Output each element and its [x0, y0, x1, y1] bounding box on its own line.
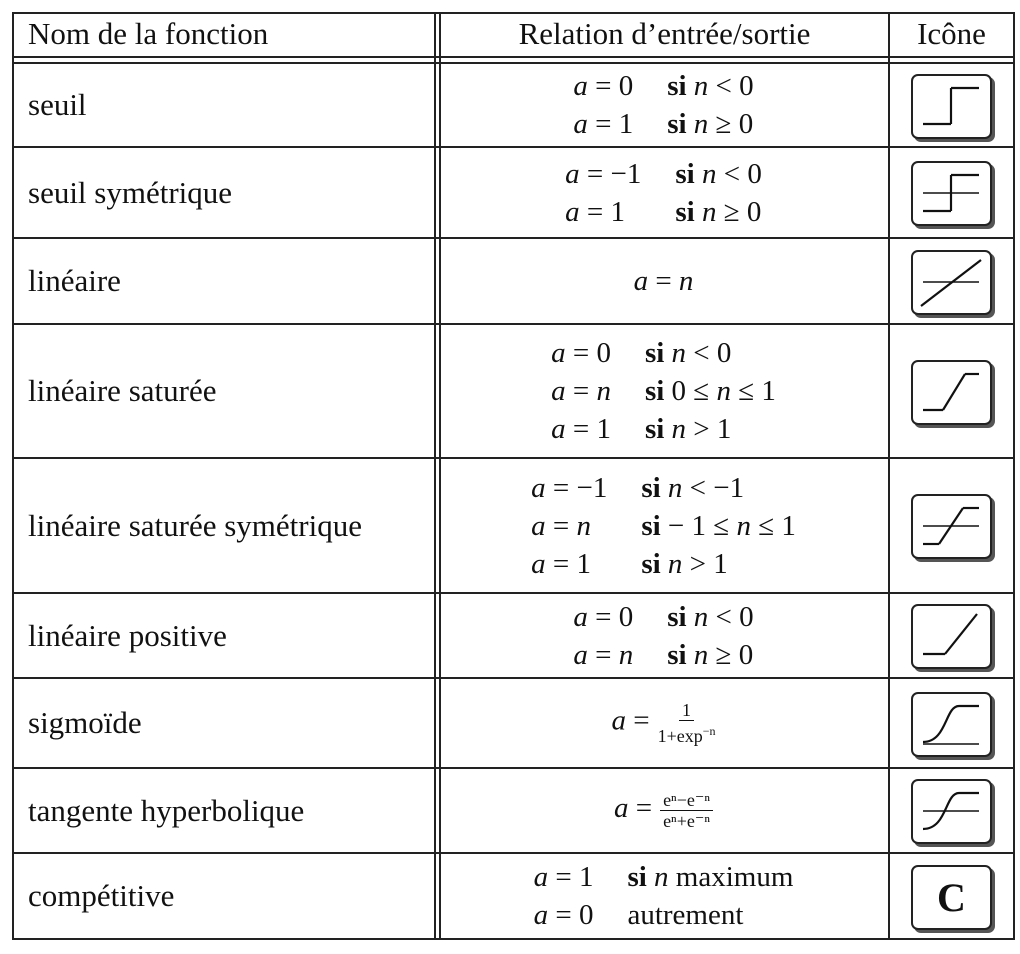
function-name: tangente hyperbolique	[28, 792, 305, 828]
relation-cases	[573, 599, 753, 673]
header-rule-1	[12, 56, 1015, 58]
relation-condition: si n < 0	[667, 70, 754, 102]
step-icon	[911, 74, 992, 139]
symmetric-step-icon	[911, 161, 992, 226]
header-function-name: Nom de la fonction	[28, 16, 269, 51]
relation-condition: si n ≥ 0	[667, 638, 754, 671]
function-name: linéaire	[28, 263, 121, 298]
relation-cases	[573, 68, 753, 142]
io-relation	[442, 594, 885, 677]
tanh-icon	[911, 779, 992, 844]
positive-linear-icon	[911, 604, 992, 669]
relation-condition: si n < 0	[675, 157, 762, 190]
relation-condition: autrement	[627, 899, 744, 931]
sigmoid-icon	[911, 692, 992, 757]
relation-cases	[534, 859, 794, 933]
fraction-numerator: 1	[679, 700, 694, 721]
function-name: linéaire positive	[28, 617, 227, 653]
formula-lhs: a =	[611, 704, 650, 737]
table-row	[12, 459, 1015, 592]
header-relation: Relation d’entrée/sortie	[518, 16, 811, 51]
function-name: linéaire saturée symétrique	[28, 507, 362, 543]
relation-output: a = n	[551, 375, 611, 407]
table-row	[12, 64, 1015, 146]
formula-fraction	[660, 790, 713, 831]
symmetric-saturated-linear-icon	[911, 494, 992, 559]
relation-condition: si n < −1	[641, 471, 745, 504]
relation-output: a = n	[573, 638, 634, 671]
table-row	[12, 239, 1015, 323]
relation-condition: si − 1 ≤ n ≤ 1	[641, 509, 796, 542]
fraction-denominator: eⁿ+e⁻ⁿ	[663, 811, 711, 831]
relation-formula	[611, 700, 715, 746]
relation-cases	[634, 263, 694, 299]
relation-cases	[551, 335, 776, 447]
relation-output: a = 1	[573, 108, 634, 140]
linear-icon	[911, 250, 992, 315]
io-relation	[442, 148, 885, 237]
io-relation	[442, 769, 885, 852]
io-relation	[442, 239, 885, 323]
fraction-exponent: −n	[702, 724, 716, 738]
table-row	[12, 769, 1015, 852]
relation-output: a = 0	[551, 337, 611, 369]
io-relation	[442, 459, 885, 592]
relation-condition: si n ≥ 0	[667, 108, 754, 140]
relation-condition: si 0 ≤ n ≤ 1	[644, 375, 776, 407]
fraction-numerator: eⁿ−e⁻ⁿ	[660, 790, 713, 811]
io-relation	[442, 854, 885, 938]
relation-condition: si n > 1	[644, 413, 732, 445]
relation-condition: si n maximum	[627, 861, 794, 893]
relation-output: a = n	[531, 509, 591, 542]
relation-cases	[565, 156, 762, 230]
relation-output: a = 0	[573, 600, 634, 633]
table-row	[12, 594, 1015, 677]
activation-functions-table	[12, 12, 1015, 940]
relation-output: a = 0	[573, 70, 634, 102]
table-row	[12, 679, 1015, 767]
function-name: compétitive	[28, 878, 175, 913]
relation-condition: si n > 1	[641, 547, 728, 580]
relation-output: a = n	[633, 265, 694, 297]
io-relation	[442, 325, 885, 457]
function-name: sigmoïde	[28, 705, 142, 740]
io-relation	[442, 679, 885, 767]
relation-output: a = −1	[565, 157, 642, 190]
competitive-icon	[911, 865, 992, 930]
table-row	[12, 148, 1015, 237]
relation-output: a = 1	[551, 413, 611, 445]
function-name: seuil symétrique	[28, 174, 233, 210]
relation-condition: si n < 0	[667, 600, 754, 633]
header-icon: Icône	[917, 16, 986, 51]
relation-output: a = 1	[531, 547, 591, 580]
fraction-denominator: $1+\exp^{-n}$	[657, 724, 716, 746]
io-relation	[442, 64, 885, 146]
relation-output: a = −1	[531, 471, 608, 504]
relation-output: a = 0	[533, 899, 594, 931]
relation-condition: si n ≥ 0	[675, 195, 762, 228]
relation-formula	[614, 790, 713, 831]
relation-cases	[531, 470, 796, 582]
function-name: linéaire saturée	[28, 373, 217, 408]
table-row	[12, 854, 1015, 938]
saturated-linear-icon	[911, 360, 992, 425]
relation-condition: si n < 0	[644, 337, 732, 369]
icon-letter: C	[937, 875, 966, 920]
formula-fraction	[658, 700, 716, 746]
function-name: seuil	[28, 87, 87, 122]
relation-output: a = 1	[533, 861, 594, 893]
table-border-bottom	[12, 938, 1015, 940]
table-row	[12, 325, 1015, 457]
formula-lhs: a =	[613, 792, 653, 825]
relation-output: a = 1	[565, 195, 626, 228]
